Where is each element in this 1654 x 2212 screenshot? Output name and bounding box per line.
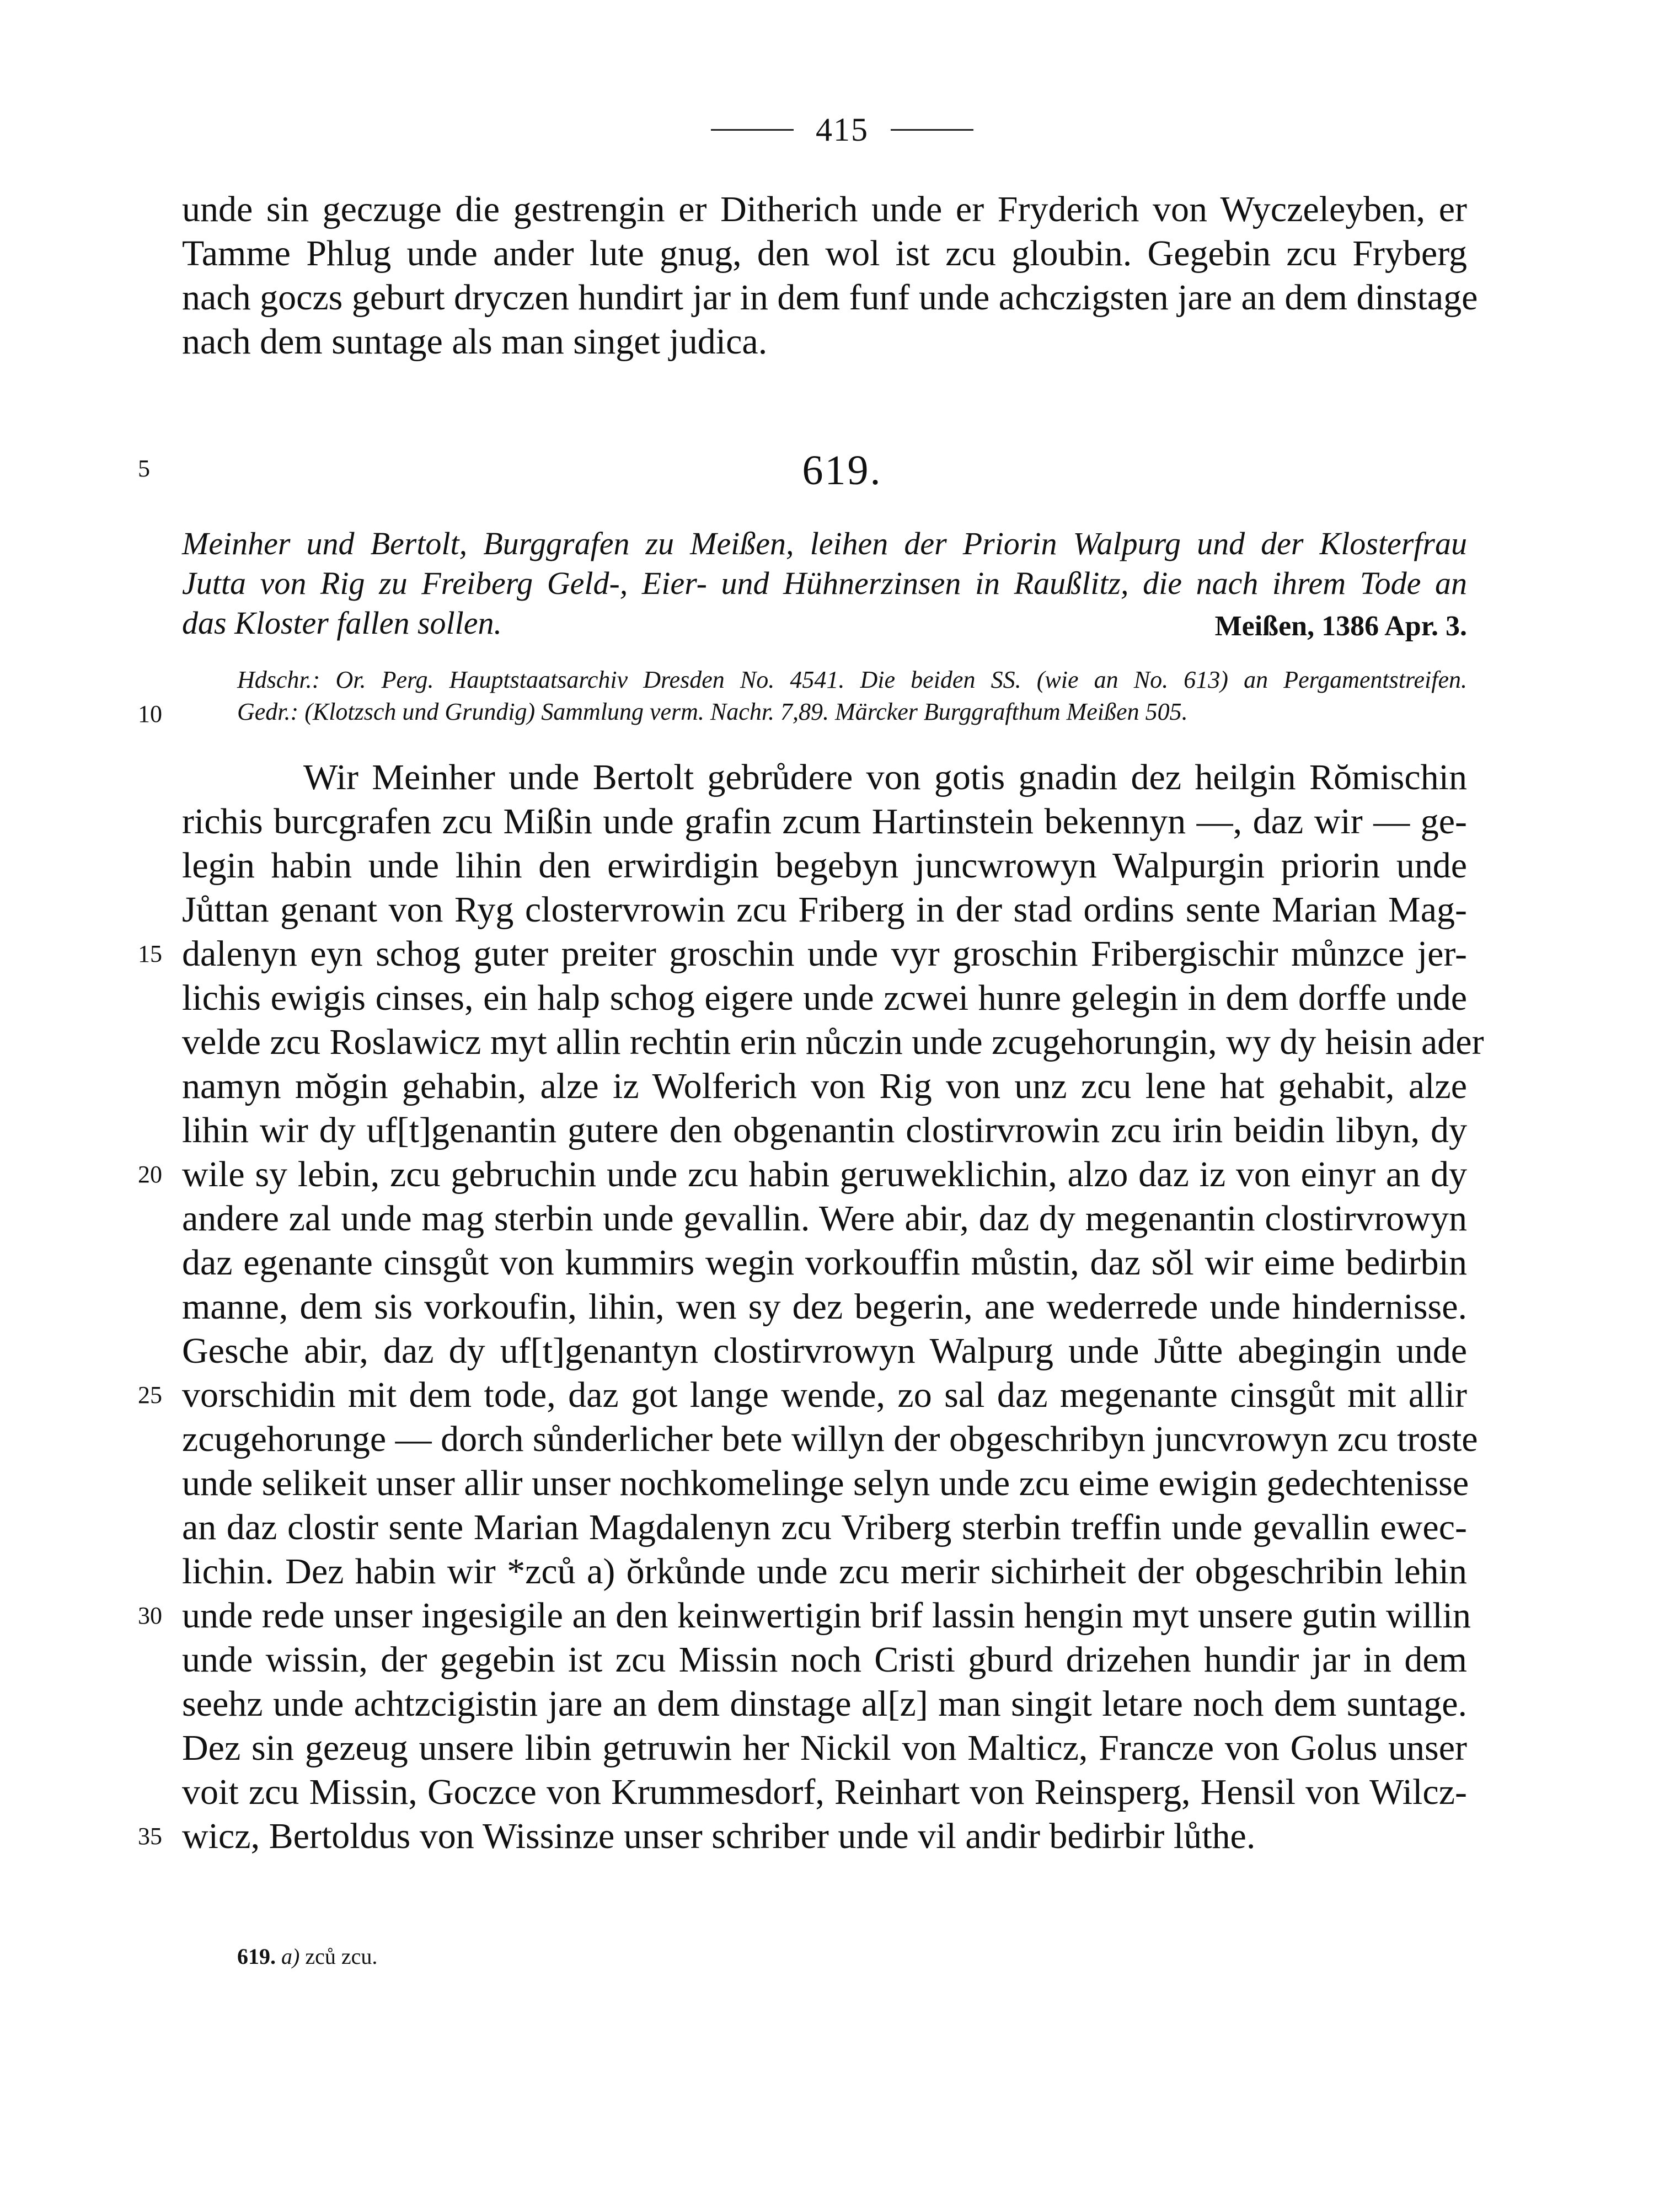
regest-line: das Kloster fallen sollen. bbox=[182, 605, 502, 641]
text-line: lihin wir dy uf[t]genantin gutere den obgenantin clostirvrowin zcu irin beidin libyn, dy bbox=[182, 1110, 1467, 1150]
continuation-line: nach dem suntage als man singet judica. bbox=[182, 322, 768, 362]
line-number: 10 bbox=[138, 700, 162, 727]
text-line: lichis ewigis cinses, ein halp schog eigere unde zcwei hunre gelegin in dem dorffe unde bbox=[182, 978, 1467, 1018]
footnote-text: zců zcu. bbox=[305, 1944, 378, 1969]
text-line: unde wissin, der gegebin ist zcu Missin noch Cristi gburd drizehen hundir jar in dem bbox=[182, 1640, 1467, 1680]
text-line: Wir Meinher unde Bertolt gebrůdere von gotis gnadin dez heilgin Rŏmischin bbox=[303, 757, 1467, 797]
line-number: 5 bbox=[138, 455, 150, 482]
text-line: voit zcu Missin, Goczce von Krummesdorf, Reinhart von Reinsperg, Hensil von Wilcz- bbox=[182, 1772, 1467, 1812]
source-note: Gedr.: (Klotzsch und Grundig) Sammlung verm. Nachr. 7,89. Märcker Burggrafthum Meißen 505. bbox=[237, 698, 1188, 725]
line-number: 35 bbox=[138, 1823, 162, 1850]
head-rule-right bbox=[891, 129, 973, 131]
continuation-line: nach goczs geburt dryczen hundirt jar in dem funf unde achczigsten jare an dem dinstage bbox=[182, 277, 1478, 318]
text-line: richis burcgrafen zcu Mißin unde grafin zcum Hartinstein bekennyn —, daz wir — ge- bbox=[182, 801, 1467, 842]
footnote bbox=[237, 1941, 377, 1972]
document-number: 619. bbox=[802, 447, 882, 494]
text-line: andere zal unde mag sterbin unde gevallin. Were abir, daz dy megenantin clostirvrowyn bbox=[182, 1198, 1467, 1239]
text-line: unde rede unser ingesigile an den keinwertigin brif lassin hengin myt unsere gutin willin bbox=[182, 1595, 1471, 1636]
text-line: namyn mŏgin gehabin, alze iz Wolferich von Rig von unz zcu lene hat gehabit, alze bbox=[182, 1066, 1467, 1106]
text-line: seehz unde achtzcigistin jare an dem dinstage al[z] man singit letare noch dem suntage. bbox=[182, 1684, 1467, 1724]
text-line: unde selikeit unser allir unser nochkomelinge selyn unde zcu eime ewigin gedechtenisse bbox=[182, 1463, 1469, 1503]
text-line: wile sy lebin, zcu gebruchin unde zcu habin geruweklichin, alzo daz iz von einyr an dy bbox=[182, 1154, 1467, 1195]
continuation-line: unde sin geczuge die gestrengin er Ditherich unde er Fryderich von Wyczeleyben, er bbox=[182, 189, 1467, 229]
text-line: Jůttan genant von Ryg clostervrowin zcu Friberg in der stad ordins sente Marian Mag- bbox=[182, 890, 1467, 930]
source-note: Hdschr.: Or. Perg. Hauptstaatsarchiv Dresden No. 4541. Die beiden SS. (wie an No. 613) an Pergamentstreifen. bbox=[237, 666, 1467, 693]
regest-line: Jutta von Rig zu Freiberg Geld-, Eier- und Hühnerzinsen in Raußlitz, die nach ihrem Tode an bbox=[182, 565, 1467, 601]
head-rule-left bbox=[711, 129, 794, 131]
text-line: legin habin unde lihin den erwirdigin begebyn juncwrowyn Walpurgin priorin unde bbox=[182, 845, 1467, 886]
text-line: zcugehorunge — dorch sůnderlicher bete willyn der obgeschribyn juncvrowyn zcu troste bbox=[182, 1419, 1478, 1459]
line-number: 30 bbox=[138, 1602, 162, 1629]
text-line: Gesche abir, daz dy uf[t]genantyn clostirvrowyn Walpurg unde Jůtte abegingin unde bbox=[182, 1331, 1467, 1371]
text-line: manne, dem sis vorkoufin, lihin, wen sy dez begerin, ane wederrede unde hindernisse. bbox=[182, 1287, 1467, 1327]
text-line: Dez sin gezeug unsere libin getruwin her Nickil von Malticz, Francze von Golus unser bbox=[182, 1728, 1467, 1768]
page-number: 415 bbox=[816, 111, 869, 148]
line-number: 15 bbox=[138, 940, 162, 967]
text-line: velde zcu Roslawicz myt allin rechtin erin nůczin unde zcugehorungin, wy dy heisin ader bbox=[182, 1022, 1484, 1062]
footnote-mark: a) bbox=[281, 1944, 300, 1969]
running-head bbox=[677, 110, 1008, 149]
footnote-ref: 619. bbox=[237, 1944, 276, 1969]
line-number: 25 bbox=[138, 1381, 162, 1408]
place-date: Meißen, 1386 Apr. 3. bbox=[1214, 610, 1467, 642]
text-line: an daz clostir sente Marian Magdalenyn zcu Vriberg sterbin treffin unde gevallin ewec- bbox=[182, 1507, 1467, 1547]
text-line: lichin. Dez habin wir *zců a) ŏrkůnde unde zcu merir sichirheit der obgeschribin lehin bbox=[182, 1551, 1467, 1592]
line-number: 20 bbox=[138, 1161, 162, 1188]
continuation-line: Tamme Phlug unde ander lute gnug, den wol ist zcu gloubin. Gegebin zcu Fryberg bbox=[182, 233, 1467, 274]
text-line: wicz, Bertoldus von Wissinze unser schriber unde vil andir bedirbir lůthe. bbox=[182, 1816, 1256, 1856]
text-line: daz egenante cinsgůt von kummirs wegin vorkouffin můstin, daz sŏl wir eime bedirbin bbox=[182, 1242, 1467, 1283]
text-line: dalenyn eyn schog guter preiter groschin unde vyr groschin Fribergischir můnzce jer- bbox=[182, 934, 1467, 974]
regest-line: Meinher und Bertolt, Burggrafen zu Meißen, leihen der Priorin Walpurg und der Klosterfrau bbox=[182, 526, 1467, 561]
text-line: vorschidin mit dem tode, daz got lange wende, zo sal daz megenante cinsgůt mit allir bbox=[182, 1375, 1467, 1415]
